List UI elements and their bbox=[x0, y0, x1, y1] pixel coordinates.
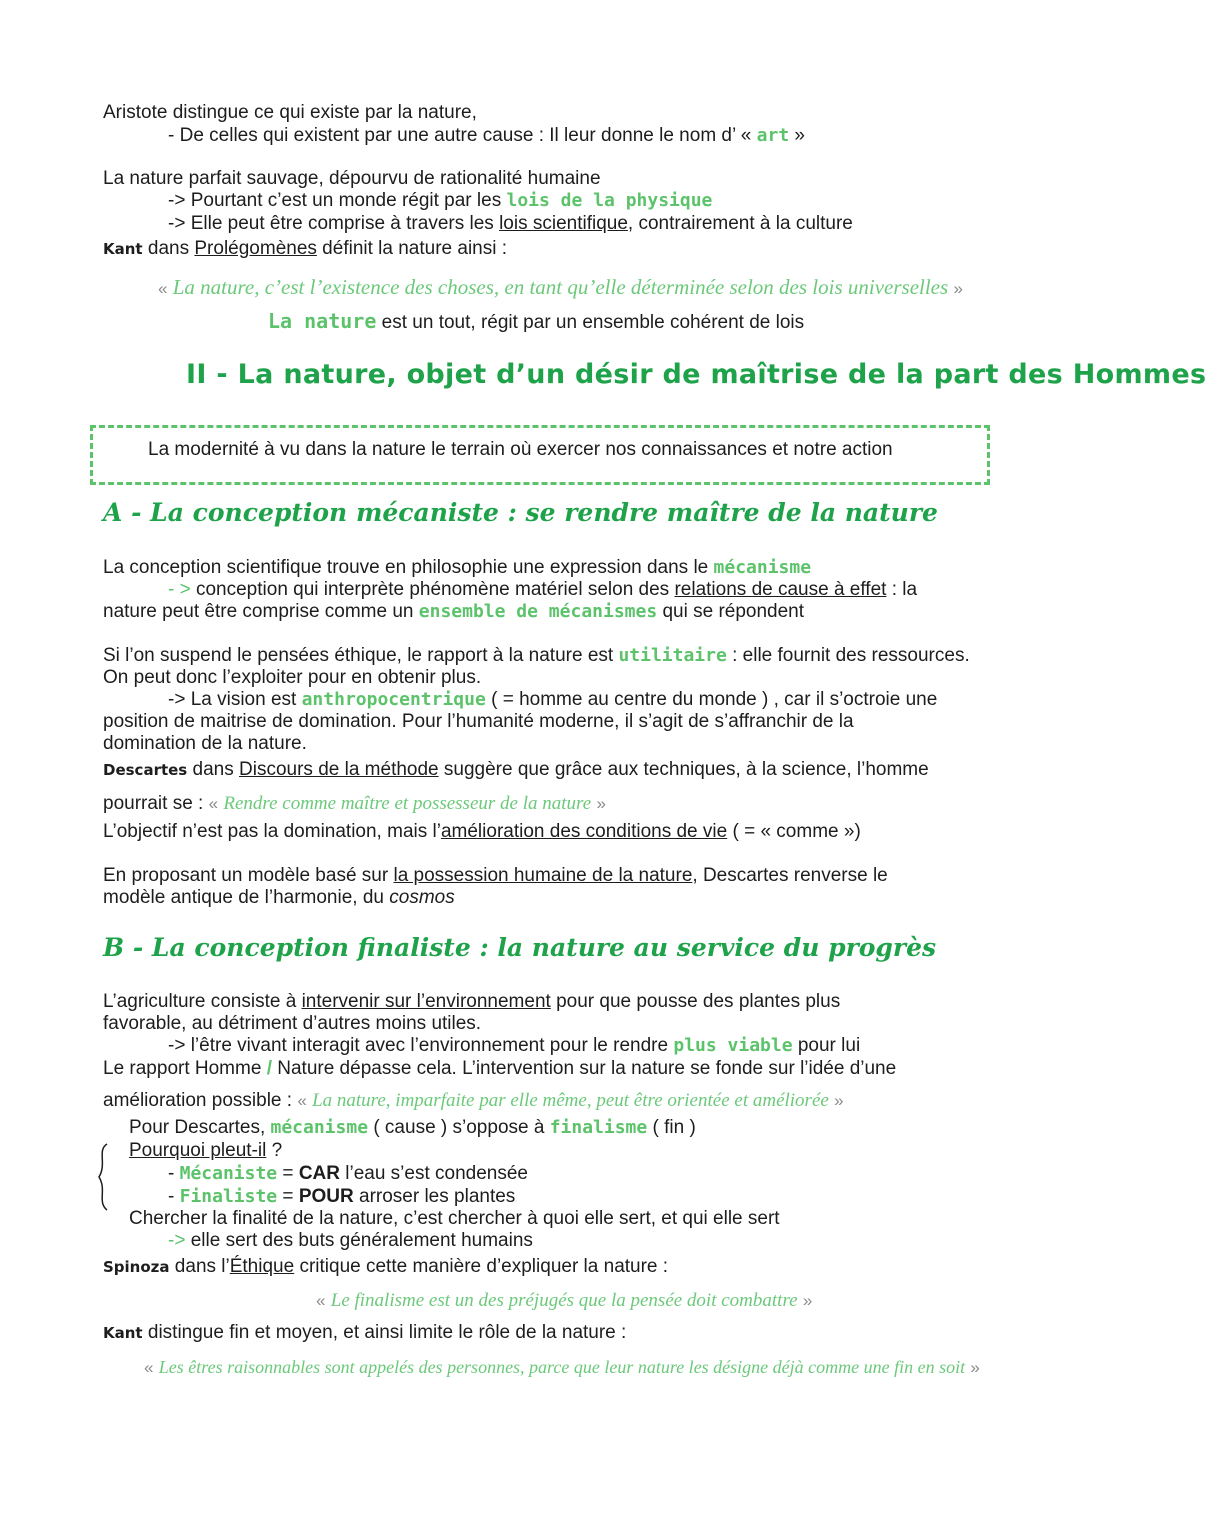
text-line: L’objectif n’est pas la domination, mais l’amélioration des conditions de vie ( = « comme ») bbox=[103, 821, 861, 842]
text-line: -> elle sert des buts généralement humains bbox=[168, 1230, 533, 1251]
heading-section-2: II - La nature, objet d’un désir de maîtrise de la part des Hommes bbox=[186, 359, 1206, 390]
text-line: Si l’on suspend le pensées éthique, le rapport à la nature est utilitaire : elle fournit des ressources. bbox=[103, 645, 970, 666]
text-line: -> La vision est anthropocentrique ( = homme au centre du monde ) , car il s’octroie une bbox=[168, 689, 938, 710]
quote-kant-1: « La nature, c’est l’existence des choses, en tant qu’elle déterminée selon des lois universelles » bbox=[158, 275, 963, 299]
text-line: En proposant un modèle basé sur la possession humaine de la nature, Descartes renverse le bbox=[103, 865, 888, 886]
text-line: - Finaliste = POUR arroser les plantes bbox=[168, 1186, 516, 1207]
text-line: pourrait se : « Rendre comme maître et possesseur de la nature » bbox=[103, 793, 606, 814]
text-line: - Mécaniste = CAR l’eau s’est condensée bbox=[168, 1163, 528, 1184]
text-line: Kant distingue fin et moyen, et ainsi limite le rôle de la nature : bbox=[103, 1322, 627, 1343]
text-line: -> Elle peut être comprise à travers les lois scientifique, contrairement à la culture bbox=[168, 213, 853, 234]
text-line: Pourquoi pleut-il ? bbox=[129, 1140, 283, 1161]
text-line: -> Pourtant c’est un monde régit par les lois de la physique bbox=[168, 190, 713, 211]
text-line: nature peut être comprise comme un ensemble de mécanismes qui se répondent bbox=[103, 601, 805, 622]
heading-section-a: A - La conception mécaniste : se rendre maître de la nature bbox=[103, 498, 938, 527]
text-line: Le rapport Homme / Nature dépasse cela. L’intervention sur la nature se fonde sur l’idée d’une bbox=[103, 1058, 897, 1079]
text-line: La nature parfait sauvage, dépourvu de rationalité humaine bbox=[103, 168, 601, 189]
text-line: domination de la nature. bbox=[103, 733, 307, 754]
brace-mark bbox=[95, 1142, 109, 1212]
text-line: Descartes dans Discours de la méthode suggère que grâce aux techniques, à la science, l’homme bbox=[103, 759, 929, 780]
text-line: La conception scientifique trouve en philosophie une expression dans le mécanisme bbox=[103, 557, 812, 578]
text-line: modèle antique de l’harmonie, du cosmos bbox=[103, 887, 455, 908]
text-line: Pour Descartes, mécanisme ( cause ) s’oppose à finalisme ( fin ) bbox=[129, 1117, 696, 1138]
text-line: L’agriculture consiste à intervenir sur l’environnement pour que pousse des plantes plus bbox=[103, 991, 841, 1012]
text-line: amélioration possible : « La nature, imparfaite par elle même, peut être orientée et améliorée » bbox=[103, 1090, 844, 1111]
text-line: - De celles qui existent par une autre cause : Il leur donne le nom d’ « art » bbox=[168, 125, 806, 146]
text-line: On peut donc l’exploiter pour en obtenir plus. bbox=[103, 667, 482, 688]
text-line: Spinoza dans l’Éthique critique cette manière d’expliquer la nature : bbox=[103, 1256, 669, 1277]
intro-box-text: La modernité à vu dans la nature le terrain où exercer nos connaissances et notre action bbox=[148, 439, 893, 460]
text-line: -> l’être vivant interagit avec l’environnement pour le rendre plus viable pour lui bbox=[168, 1035, 861, 1056]
text-line: position de maitrise de domination. Pour l’humanité moderne, il s’agit de s’affranchir de la bbox=[103, 711, 854, 732]
text-line: Aristote distingue ce qui existe par la nature, bbox=[103, 102, 477, 123]
text-line: - > conception qui interprète phénomène matériel selon des relations de cause à effet : la bbox=[168, 579, 918, 600]
text-line: favorable, au détriment d’autres moins utiles. bbox=[103, 1013, 482, 1034]
heading-section-b: B - La conception finaliste : la nature au service du progrès bbox=[103, 933, 937, 962]
quote-kant-2: « Les êtres raisonnables sont appelés des personnes, parce que leur nature les désigne déjà comme une fin en soit » bbox=[144, 1357, 980, 1377]
text-line: La nature est un tout, régit par un ensemble cohérent de lois bbox=[268, 309, 805, 333]
text-line: Chercher la finalité de la nature, c’est chercher à quoi elle sert, et qui elle sert bbox=[129, 1208, 780, 1229]
quote-spinoza: « Le finalisme est un des préjugés que la pensée doit combattre » bbox=[316, 1290, 813, 1311]
text-line: Kant dans Prolégomènes définit la nature ainsi : bbox=[103, 238, 508, 259]
